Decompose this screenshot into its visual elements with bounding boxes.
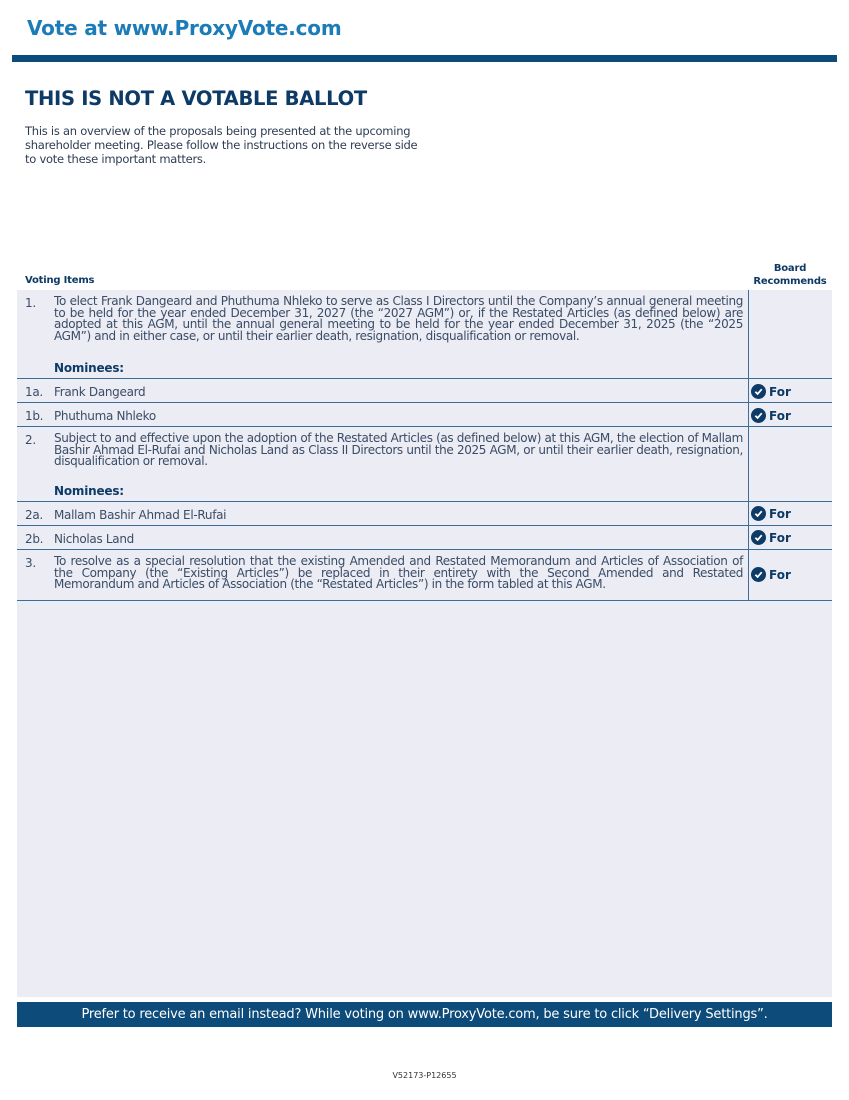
- proposal-row-2: [17, 428, 832, 502]
- proposal-number: 2a.: [25, 508, 43, 522]
- nominees-label: Nominees:: [54, 361, 124, 375]
- proposal-number: 1a.: [25, 385, 43, 399]
- check-circle-icon: [751, 384, 766, 399]
- proposal-row-1: [17, 290, 832, 379]
- intro-text: This is an overview of the proposals being presented at the upcoming shareholder meeting. Please follow the instructions on the reverse side to vote these important matters.: [25, 124, 418, 166]
- check-circle-icon: [751, 567, 766, 582]
- nominee-name: Nicholas Land: [54, 532, 134, 546]
- check-circle-icon: [751, 506, 766, 521]
- proposal-number: 2.: [25, 433, 36, 447]
- recommendation-2a: [751, 506, 791, 521]
- board-recommends-line1: Board: [773, 263, 807, 274]
- voting-items-header: Voting Items: [25, 275, 95, 286]
- check-circle-icon: [751, 530, 766, 545]
- proposal-text: To resolve as a special resolution that the existing Amended and Restated Memorandum and Articles of Association of the Company (the “Existing Articles”) be replaced in their entirety with the Second Amended and Restated Memorandum and Articles of Association (the “Restated Articles”) in the form tabled at this AGM.: [54, 554, 743, 592]
- document-code: V52173-P12655: [392, 1071, 457, 1080]
- proposal-number: 3.: [25, 556, 36, 570]
- nominee-name: Phuthuma Nhleko: [54, 409, 156, 423]
- nominee-name: Mallam Bashir Ahmad El-Rufai: [54, 508, 227, 522]
- nominee-row-2a: [17, 503, 832, 526]
- recommendation-label: For: [769, 506, 791, 521]
- page-title: THIS IS NOT A VOTABLE BALLOT: [25, 87, 367, 110]
- recommendation-3: [751, 567, 791, 582]
- proposal-row-3: [17, 551, 832, 601]
- recommendation-1b: [751, 408, 791, 423]
- recommendation-label: For: [769, 408, 791, 423]
- nominees-label: Nominees:: [54, 484, 124, 498]
- check-circle-icon: [751, 408, 766, 423]
- email-delivery-banner: Prefer to receive an email instead? While voting on www.ProxyVote.com, be sure to click “Delivery Settings”.: [17, 1002, 832, 1027]
- recommendation-label: For: [769, 567, 791, 582]
- recommendation-2b: [751, 530, 791, 545]
- proxyvote-link[interactable]: Vote at www.ProxyVote.com: [27, 16, 342, 40]
- proposal-number: 1.: [25, 296, 36, 310]
- proposal-text: To elect Frank Dangeard and Phuthuma Nhleko to serve as Class I Directors until the Company’s annual general meeting to be held for the year ended December 31, 2027 (the “2027 AGM”) or, if the Restated Articles (as defined below) are adopted at this AGM, until the annual general meeting to be held for the year ended December 31, 2025 (the “2025 AGM”) and in either case, or until their earlier death, resignation, disqualification or removal.: [54, 294, 743, 343]
- board-recommends-header: [749, 262, 831, 288]
- header-divider: [12, 55, 837, 62]
- recommendation-label: For: [769, 384, 791, 399]
- board-recommends-line2: Recommends: [753, 276, 827, 287]
- nominee-row-1a: [17, 380, 832, 403]
- proposal-number: 1b.: [25, 409, 44, 423]
- nominee-row-1b: [17, 404, 832, 427]
- proposal-number: 2b.: [25, 532, 44, 546]
- proposal-text: Subject to and effective upon the adoption of the Restated Articles (as defined below) at this AGM, the election of Mallam Bashir Ahmad El-Rufai and Nicholas Land as Class II Directors until the 2025 AGM, or until their earlier death, resignation, disqualification or removal.: [54, 431, 743, 469]
- nominee-name: Frank Dangeard: [54, 385, 146, 399]
- recommendation-label: For: [769, 530, 791, 545]
- recommendation-column-divider: [748, 290, 749, 601]
- nominee-row-2b: [17, 527, 832, 550]
- recommendation-1a: [751, 384, 791, 399]
